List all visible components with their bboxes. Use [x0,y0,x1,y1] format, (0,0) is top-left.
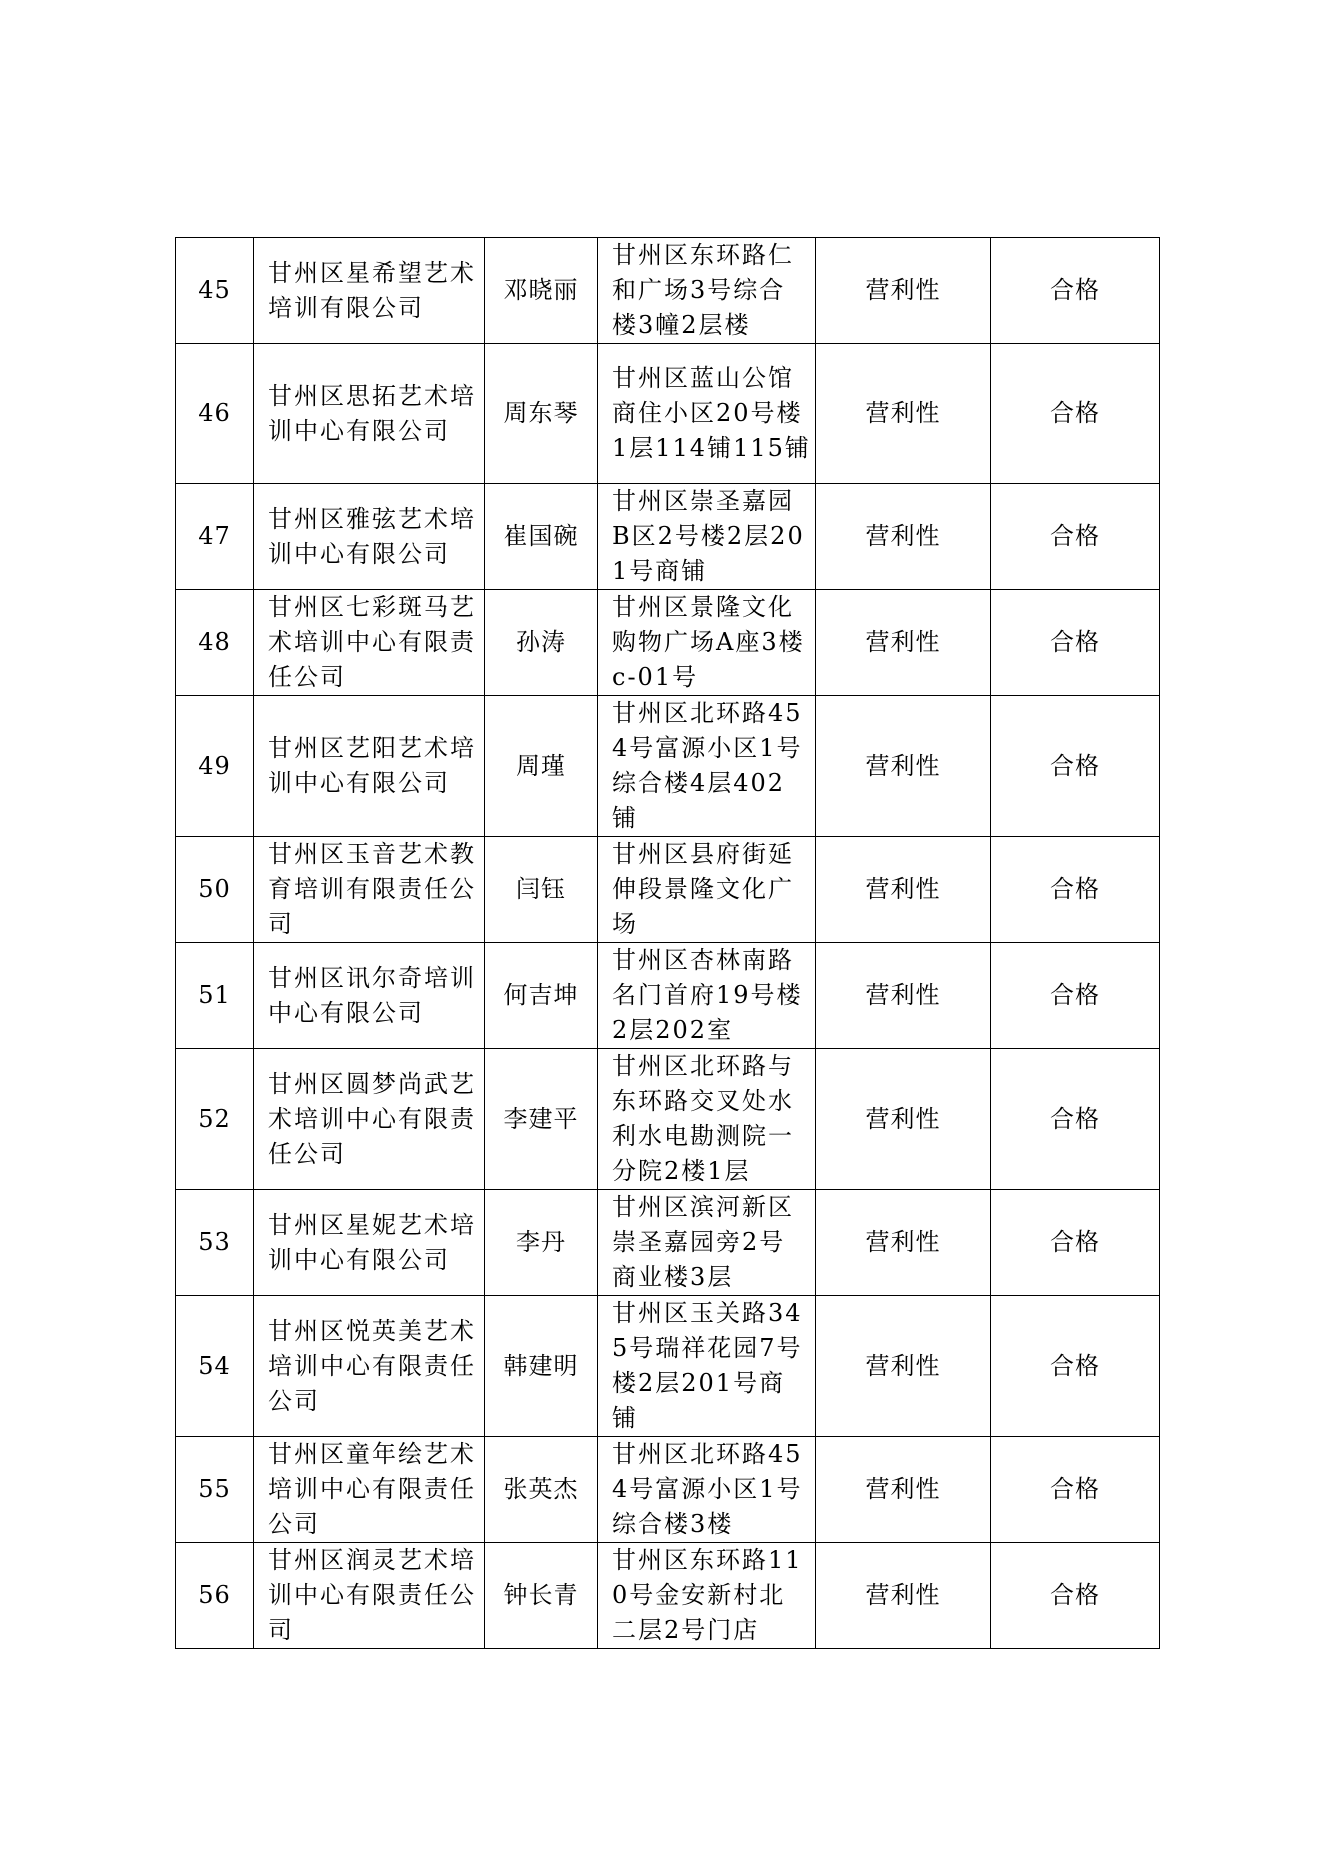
institution-address: 甘州区景隆文化购物广场A座3楼c-01号 [598,590,816,696]
table-row [176,696,1160,837]
inspection-result: 合格 [991,484,1160,590]
institution-type: 营利性 [816,1049,991,1190]
row-index: 45 [176,238,254,344]
inspection-result: 合格 [991,1437,1160,1543]
row-index: 49 [176,696,254,837]
institution-name: 甘州区讯尔奇培训中心有限公司 [254,943,485,1049]
table-row [176,1296,1160,1437]
institution-name: 甘州区玉音艺术教育培训有限责任公司 [254,837,485,943]
row-index: 51 [176,943,254,1049]
inspection-result: 合格 [991,837,1160,943]
table-row [176,238,1160,344]
row-index: 47 [176,484,254,590]
institution-address: 甘州区滨河新区崇圣嘉园旁2号商业楼3层 [598,1190,816,1296]
legal-representative: 钟长青 [485,1543,598,1649]
legal-representative: 韩建明 [485,1296,598,1437]
institution-type: 营利性 [816,238,991,344]
institution-name: 甘州区圆梦尚武艺术培训中心有限责任公司 [254,1049,485,1190]
institution-type: 营利性 [816,344,991,484]
inspection-result: 合格 [991,1543,1160,1649]
row-index: 50 [176,837,254,943]
legal-representative: 张英杰 [485,1437,598,1543]
legal-representative: 孙涛 [485,590,598,696]
institution-name: 甘州区星妮艺术培训中心有限公司 [254,1190,485,1296]
institution-type: 营利性 [816,1296,991,1437]
institution-name: 甘州区思拓艺术培训中心有限公司 [254,344,485,484]
table-row [176,1543,1160,1649]
table-row [176,943,1160,1049]
legal-representative: 闫钰 [485,837,598,943]
inspection-result: 合格 [991,943,1160,1049]
institution-name: 甘州区悦英美艺术培训中心有限责任公司 [254,1296,485,1437]
institution-address: 甘州区东环路仁和广场3号综合楼3幢2层楼 [598,238,816,344]
table-row [176,1190,1160,1296]
row-index: 52 [176,1049,254,1190]
inspection-result: 合格 [991,590,1160,696]
row-index: 56 [176,1543,254,1649]
institution-address: 甘州区北环路454号富源小区1号综合楼3楼 [598,1437,816,1543]
institution-type: 营利性 [816,1543,991,1649]
inspection-result: 合格 [991,238,1160,344]
institution-name: 甘州区雅弦艺术培训中心有限公司 [254,484,485,590]
legal-representative: 周东琴 [485,344,598,484]
legal-representative: 崔国碗 [485,484,598,590]
institution-address: 甘州区玉关路345号瑞祥花园7号楼2层201号商铺 [598,1296,816,1437]
table-body [176,238,1160,1649]
institution-type: 营利性 [816,837,991,943]
legal-representative: 何吉坤 [485,943,598,1049]
institution-address: 甘州区县府街延伸段景隆文化广场 [598,837,816,943]
table-row [176,484,1160,590]
row-index: 53 [176,1190,254,1296]
inspection-result: 合格 [991,696,1160,837]
legal-representative: 邓晓丽 [485,238,598,344]
table-row [176,837,1160,943]
institution-type: 营利性 [816,943,991,1049]
inspection-result: 合格 [991,344,1160,484]
institution-address: 甘州区崇圣嘉园B区2号楼2层201号商铺 [598,484,816,590]
institution-address: 甘州区北环路454号富源小区1号综合楼4层402铺 [598,696,816,837]
row-index: 46 [176,344,254,484]
institution-name: 甘州区七彩斑马艺术培训中心有限责任公司 [254,590,485,696]
institution-address: 甘州区北环路与东环路交叉处水利水电勘测院一分院2楼1层 [598,1049,816,1190]
inspection-result: 合格 [991,1190,1160,1296]
table-row [176,590,1160,696]
institution-address: 甘州区东环路110号金安新村北二层2号门店 [598,1543,816,1649]
table-row [176,344,1160,484]
legal-representative: 李建平 [485,1049,598,1190]
row-index: 55 [176,1437,254,1543]
table-row [176,1437,1160,1543]
institution-type: 营利性 [816,590,991,696]
table-row [176,1049,1160,1190]
institution-address: 甘州区蓝山公馆商住小区20号楼1层114铺115铺 [598,344,816,484]
legal-representative: 周瑾 [485,696,598,837]
row-index: 54 [176,1296,254,1437]
institution-type: 营利性 [816,1437,991,1543]
institution-name: 甘州区艺阳艺术培训中心有限公司 [254,696,485,837]
row-index: 48 [176,590,254,696]
institution-name: 甘州区星希望艺术培训有限公司 [254,238,485,344]
institution-type: 营利性 [816,484,991,590]
inspection-result: 合格 [991,1296,1160,1437]
legal-representative: 李丹 [485,1190,598,1296]
institution-name: 甘州区润灵艺术培训中心有限责任公司 [254,1543,485,1649]
institution-address: 甘州区杏林南路名门首府19号楼2层202室 [598,943,816,1049]
institution-name: 甘州区童年绘艺术培训中心有限责任公司 [254,1437,485,1543]
institution-type: 营利性 [816,696,991,837]
institution-table [175,237,1160,1649]
inspection-result: 合格 [991,1049,1160,1190]
institution-type: 营利性 [816,1190,991,1296]
